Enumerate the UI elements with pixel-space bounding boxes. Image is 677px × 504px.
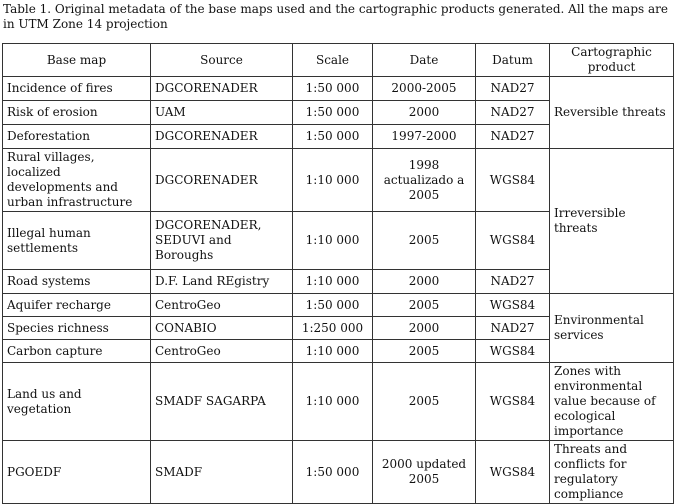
cell-date: 2000-2005 [373, 77, 476, 101]
cell-datum: NAD27 [476, 270, 550, 294]
cell-date: 2005 [373, 212, 476, 270]
cell-base-map: Risk of erosion [3, 101, 151, 125]
table-row [3, 149, 674, 212]
cell-scale: 1:50 000 [293, 101, 373, 125]
cell-scale: 1:50 000 [293, 77, 373, 101]
cell-scale: 1:50 000 [293, 125, 373, 149]
cell-date: 2000 [373, 270, 476, 294]
cell-source: CentroGeo [151, 294, 293, 317]
cell-base-map: Land us and vegetation [3, 363, 151, 441]
cell-datum: WGS84 [476, 441, 550, 504]
table-row [3, 294, 674, 317]
cell-source: DGCORENADER [151, 125, 293, 149]
cell-datum: NAD27 [476, 317, 550, 340]
cell-source: DGCORENADER [151, 149, 293, 212]
cell-datum: WGS84 [476, 340, 550, 363]
header-source: Source [151, 44, 293, 77]
cell-base-map: Illegal human settlements [3, 212, 151, 270]
header-date: Date [373, 44, 476, 77]
cell-scale: 1:50 000 [293, 294, 373, 317]
cell-scale: 1:10 000 [293, 149, 373, 212]
cell-source: CONABIO [151, 317, 293, 340]
cell-product-irreversible: Irreversible threats [550, 149, 674, 294]
cell-datum: WGS84 [476, 212, 550, 270]
cell-product-zones: Zones with environmental value because of ecological importance [550, 363, 674, 441]
header-base-map: Base map [3, 44, 151, 77]
cell-datum: NAD27 [476, 125, 550, 149]
cell-datum: NAD27 [476, 77, 550, 101]
cell-source: CentroGeo [151, 340, 293, 363]
cell-product-reversible: Reversible threats [550, 77, 674, 149]
cell-datum: WGS84 [476, 363, 550, 441]
cell-base-map: Deforestation [3, 125, 151, 149]
table-row [3, 441, 674, 504]
cell-source: UAM [151, 101, 293, 125]
cell-scale: 1:250 000 [293, 317, 373, 340]
cell-product-threats: Threats and conflicts for regulatory compliance [550, 441, 674, 504]
cell-date: 2005 [373, 363, 476, 441]
cell-base-map: Rural villages, localized developments and urban infrastructure [3, 149, 151, 212]
cell-source: SMADF SAGARPA [151, 363, 293, 441]
cell-base-map: Incidence of fires [3, 77, 151, 101]
table-row [3, 363, 674, 441]
header-row [3, 44, 674, 77]
header-cartographic-product: Cartographic product [550, 44, 674, 77]
cell-source: SMADF [151, 441, 293, 504]
cell-scale: 1:10 000 [293, 212, 373, 270]
header-datum: Datum [476, 44, 550, 77]
header-scale: Scale [293, 44, 373, 77]
cell-datum: WGS84 [476, 149, 550, 212]
cell-base-map: Road systems [3, 270, 151, 294]
cell-base-map: PGOEDF [3, 441, 151, 504]
cell-date: 2000 [373, 101, 476, 125]
table-caption: Table 1. Original metadata of the base maps used and the cartographic products generated. All the maps are in UTM Zone 14 projection [3, 2, 668, 31]
cell-source: D.F. Land REgistry [151, 270, 293, 294]
cell-scale: 1:10 000 [293, 363, 373, 441]
cell-source: DGCORENADER [151, 77, 293, 101]
cell-base-map: Carbon capture [3, 340, 151, 363]
cell-date: 2000 updated 2005 [373, 441, 476, 504]
table-row [3, 77, 674, 101]
cell-date: 1997-2000 [373, 125, 476, 149]
cell-date: 2000 [373, 317, 476, 340]
cell-scale: 1:50 000 [293, 441, 373, 504]
cell-base-map: Aquifer recharge [3, 294, 151, 317]
cell-date: 2005 [373, 294, 476, 317]
cell-base-map: Species richness [3, 317, 151, 340]
cell-source: DGCORENADER, SEDUVI and Boroughs [151, 212, 293, 270]
cell-scale: 1:10 000 [293, 270, 373, 294]
metadata-table [2, 43, 674, 504]
cell-datum: NAD27 [476, 101, 550, 125]
cell-scale: 1:10 000 [293, 340, 373, 363]
cell-datum: WGS84 [476, 294, 550, 317]
cell-product-environmental: Environmental services [550, 294, 674, 363]
cell-date: 2005 [373, 340, 476, 363]
cell-date: 1998 actualizado a 2005 [373, 149, 476, 212]
